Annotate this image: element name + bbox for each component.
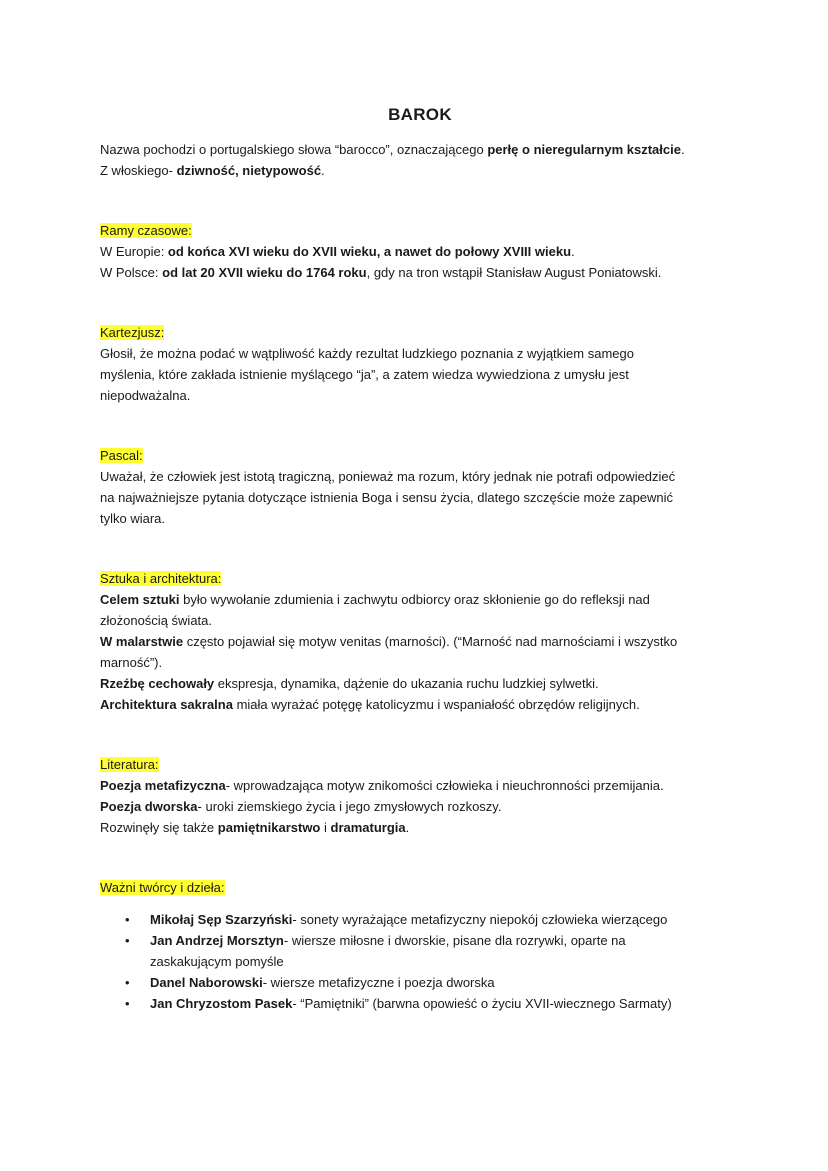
literatura-bold: Poezja dworska: [100, 799, 198, 814]
literatura-p3: [100, 817, 740, 838]
ramy-bold: od końca XVI wieku do XVII wieku, a nawet do połowy XVIII wieku: [167, 244, 572, 259]
sztuka-text: często pojawiał się motyw venitas (marności). (“Marność nad marnościami i wszystko: [183, 634, 678, 649]
works-list: [100, 909, 740, 1014]
work-description-cont: zaskakującym pomyśle: [150, 954, 284, 969]
sztuka-p4: [100, 694, 740, 715]
section-heading-ramy: Ramy czasowe:: [100, 223, 192, 238]
ramy-poland: [100, 262, 740, 283]
literatura-text: i: [320, 820, 331, 835]
list-item: [125, 930, 740, 972]
author-name: Mikołaj Sęp Szarzyński: [150, 912, 293, 927]
section-heading-literatura: Literatura:: [100, 757, 159, 772]
literatura-text: - uroki ziemskiego życia i jego zmysłowych rozkoszy.: [197, 799, 502, 814]
section-pascal: [100, 445, 740, 529]
kartezjusz-line-2: myślenia, które zakłada istnienie myślącego “ja”, a zatem wiedza wywiedziona z umysłu jest: [100, 367, 629, 382]
list-item: [125, 909, 740, 930]
kartezjusz-line-3: niepodważalna.: [100, 388, 191, 403]
sztuka-bold: Rzeźbę cechowały: [100, 676, 215, 691]
section-literatura: [100, 754, 740, 838]
intro-line-2: [100, 160, 740, 181]
author-name: Danel Naborowski: [150, 975, 263, 990]
literatura-bold: pamiętnikarstwo: [217, 820, 321, 835]
ramy-text: .: [571, 244, 575, 259]
intro-text: .: [321, 163, 325, 178]
ramy-bold: od lat 20 XVII wieku do 1764 roku: [162, 265, 367, 280]
literatura-text: - wprowadzająca motyw znikomości człowieka i nieuchronności przemijania.: [225, 778, 664, 793]
literatura-p2: [100, 796, 740, 817]
sztuka-p1-cont: złożonością świata.: [100, 613, 212, 628]
section-kartezjusz: [100, 322, 740, 406]
sztuka-p2-cont: marność”).: [100, 655, 163, 670]
sztuka-bold: Celem sztuki: [100, 592, 180, 607]
pascal-line-2: na najważniejsze pytania dotyczące istnienia Boga i sensu życia, dlatego szczęście może zapewnić: [100, 490, 674, 505]
sztuka-text: miała wyrażać potęgę katolicyzmu i wspaniałość obrzędów religijnych.: [232, 697, 640, 712]
sztuka-bold: Architektura sakralna: [100, 697, 233, 712]
ramy-label: W Polsce:: [100, 265, 163, 280]
document-page: [100, 104, 740, 1014]
section-heading-pascal: Pascal:: [100, 448, 143, 463]
section-heading-kartezjusz: Kartezjusz:: [100, 325, 165, 340]
work-description: - “Pamiętniki” (barwna opowieść o życiu XVII-wiecznego Sarmaty): [292, 996, 672, 1011]
literatura-p1: [100, 775, 740, 796]
work-description: - wiersze miłosne i dworskie, pisane dla rozrywki, oparte na: [283, 933, 626, 948]
literatura-text: .: [405, 820, 410, 835]
bullet-icon: •: [125, 996, 130, 1011]
intro-line-1: [100, 139, 740, 160]
author-name: Jan Chryzostom Pasek: [150, 996, 293, 1011]
sztuka-p2: [100, 631, 740, 652]
section-ramy: [100, 220, 740, 283]
pascal-line-3: tylko wiara.: [100, 511, 166, 526]
sztuka-text: ekspresja, dynamika, dążenie do ukazania ruchu ludzkiej sylwetki.: [214, 676, 599, 691]
list-item: [125, 972, 740, 993]
bullet-icon: •: [125, 912, 130, 927]
list-item: [125, 993, 740, 1014]
ramy-europe: [100, 241, 740, 262]
kartezjusz-line-1: Głosił, że można podać w wątpliwość każdy rezultat ludzkiego poznania z wyjątkiem samego: [100, 346, 634, 361]
bullet-icon: •: [125, 975, 130, 990]
bullet-icon: •: [125, 933, 130, 948]
work-description: - sonety wyrażające metafizyczny niepokój człowieka wierzącego: [292, 912, 668, 927]
sztuka-p1: [100, 589, 740, 610]
pascal-line-1: Uważał, że człowiek jest istotą tragiczną, ponieważ ma rozum, który jednak nie potrafi odpowiedzieć: [100, 469, 676, 484]
section-heading-tworcy: Ważni twórcy i dzieła:: [100, 880, 225, 895]
section-sztuka: [100, 568, 740, 715]
ramy-text: , gdy na tron wstąpił Stanisław August Poniatowski.: [366, 265, 662, 280]
intro-text: Z włoskiego-: [100, 163, 177, 178]
literatura-bold: dramaturgia: [330, 820, 406, 835]
work-description: - wiersze metafizyczne i poezja dworska: [262, 975, 495, 990]
intro-bold: dziwność, nietypowość: [176, 163, 322, 178]
sztuka-p3: [100, 673, 740, 694]
literatura-bold: Poezja metafizyczna: [100, 778, 226, 793]
intro-text: Nazwa pochodzi o portugalskiego słowa “barocco”, oznaczającego: [100, 142, 488, 157]
intro-bold: perłę o nieregularnym kształcie: [487, 142, 681, 157]
section-heading-sztuka: Sztuka i architektura:: [100, 571, 222, 586]
literatura-text: Rozwinęły się także: [100, 820, 218, 835]
sztuka-bold: W malarstwie: [100, 634, 184, 649]
intro-text: .: [680, 142, 685, 157]
ramy-label: W Europie:: [100, 244, 168, 259]
section-tworcy: [100, 877, 740, 1014]
sztuka-text: było wywołanie zdumienia i zachwytu odbiorcy oraz skłonienie go do refleksji nad: [179, 592, 650, 607]
author-name: Jan Andrzej Morsztyn: [150, 933, 284, 948]
page-title: BAROK: [388, 105, 452, 124]
intro: [100, 139, 740, 181]
